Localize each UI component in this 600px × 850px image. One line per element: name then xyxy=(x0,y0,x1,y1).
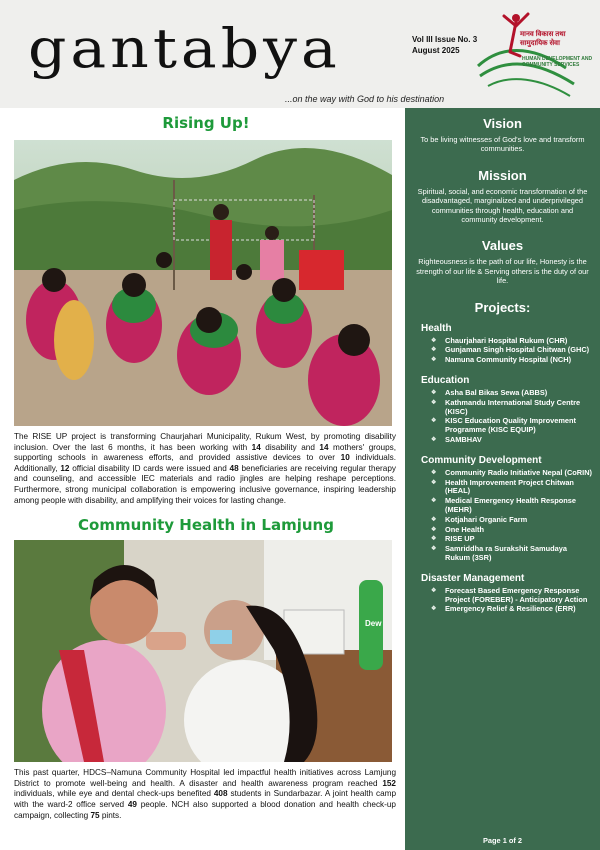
org-name-english: HUMAN DEVELOPMENT AND COMMUNITY SERVICES xyxy=(522,56,593,68)
list-item: ❖ KISC Education Quality Improvement Programme (KISC EQUIP) xyxy=(431,417,592,435)
main-column xyxy=(14,112,398,821)
list-item: ❖ Emergency Relief & Resilience (ERR) xyxy=(431,605,592,614)
list-item: ❖ Forecast Based Emergency Response Project (FOREBER) - Anticipatory Action xyxy=(431,587,592,605)
sidebar xyxy=(405,108,600,850)
list-item: ❖ Kathmandu International Study Centre (KISC) xyxy=(431,399,592,417)
tagline: ...on the way with God to his destination xyxy=(285,94,445,104)
newsletter-logo: gantabya xyxy=(28,17,341,81)
article-body-community-health: This past quarter, HDCS–Namuna Community Hospital led impactful health initiatives across Lamjung District to promote well-being and health. A disaster and health awareness program reached 152 individuals, while eye and dental check-ups benefited 408 students in Sundarbazar. A joint health camp with the ward-2 office served 49 people. NCH also supported a blood donation and health check-up campaign, collecting 75 pints. xyxy=(14,768,397,820)
list-item: ❖ Medical Emergency Health Response (MEHR) xyxy=(431,497,592,515)
values-text: Righteousness is the path of our life, Honesty is the strength of our life & Serving others is the duty of our life. xyxy=(416,257,589,286)
org-name-devanagari: मानव विकास तथा सामुदायिक सेवा xyxy=(520,31,566,47)
issue-number: Vol III Issue No. 3 xyxy=(412,35,478,44)
projects-heading: Projects: xyxy=(474,299,531,315)
list-item: ❖ Community Radio Initiative Nepal (CoRIN) xyxy=(431,469,592,478)
article-title-rising-up: Rising Up! xyxy=(162,114,250,132)
values-heading: Values xyxy=(481,238,524,254)
issue-date: August 2025 xyxy=(412,46,460,55)
list-item: ❖ SAMBHAV xyxy=(431,436,592,445)
page-number: Page 1 of 2 xyxy=(482,836,523,845)
vision-text: To be living witnesses of God's love and transform communities. xyxy=(420,135,585,154)
list-item: ❖ Asha Bal Bikas Sewa (ABBS) xyxy=(431,389,592,398)
vision-heading: Vision xyxy=(483,116,522,131)
mission-text: Spiritual, social, and economic transformation of the disadvantaged, marginalized and underprivileged communities through health, education and community development. xyxy=(417,186,588,225)
list-item: ❖ RISE UP xyxy=(431,535,592,544)
masthead xyxy=(0,0,600,108)
photo-dental-checkup xyxy=(14,540,392,762)
list-item: ❖ Gunjaman Singh Hospital Chitwan (GHC) xyxy=(431,346,592,355)
mission-heading: Mission xyxy=(478,167,527,183)
category-health: Health xyxy=(421,322,452,334)
bottle-label: Dew xyxy=(365,619,382,629)
article-title-community-health: Community Health in Lamjung xyxy=(78,516,334,535)
list-item: ❖ Kotjahari Organic Farm xyxy=(431,516,592,525)
category-disaster-management: Disaster Management xyxy=(421,572,525,584)
projects-list xyxy=(405,323,600,615)
issue-info xyxy=(412,34,477,56)
list-item: ❖ Health Improvement Project Chitwan (HEAL) xyxy=(431,479,592,497)
list-item: ❖ Chaurjahari Hospital Rukum (CHR) xyxy=(431,337,592,346)
article-body-rising-up: The RISE UP project is transforming Chaurjahari Municipality, Rukum West, by promoting disability inclusion. Over the last 6 months, it has been working with 14 disability and 14 mothers' groups, supporting schools in awareness efforts, and provided assistive devices to over 10 individuals. Additionally, 12 official disability ID cards were issued and 48 beneficiaries are receiving regular therapy and counseling, and accessible IEC materials and radio jingles are helping reshape perceptions. Furthermore, strong municipal collaboration is empowering inclusive governance, inspiring leadership among people with disability, and amplifying their voices for lasting change. xyxy=(14,432,397,505)
category-education: Education xyxy=(421,375,470,387)
category-community-development: Community Development xyxy=(421,454,542,466)
list-item: ❖ Samriddha ra Surakshit Samudaya Rukum (3SR) xyxy=(431,545,592,563)
org-logo-icon xyxy=(470,6,594,102)
list-item: ❖ Namuna Community Hospital (NCH) xyxy=(431,356,592,365)
list-item: ❖ One Health xyxy=(431,526,592,535)
photo-community-meeting xyxy=(14,140,392,426)
